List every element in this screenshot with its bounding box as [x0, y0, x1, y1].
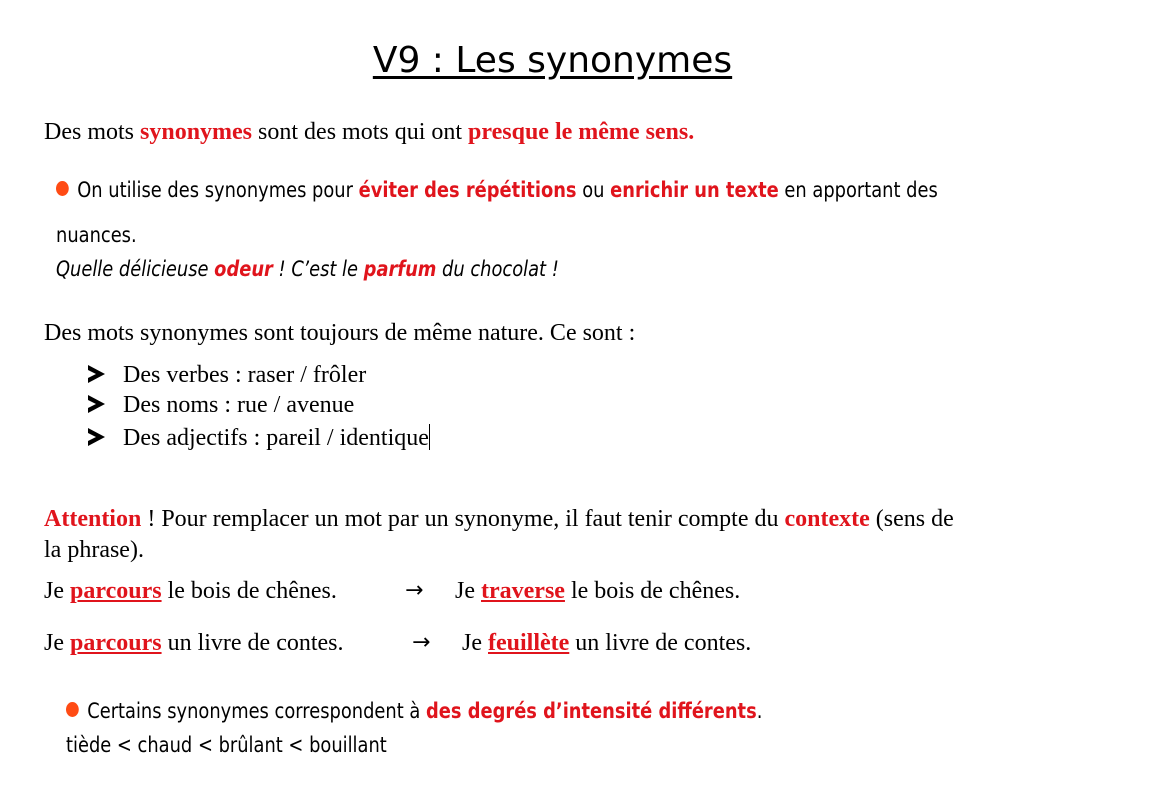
list-item [88, 424, 430, 452]
example-before: Je [44, 578, 70, 604]
intensity-suffix: . [756, 699, 763, 723]
example-part2: ! C’est le [272, 257, 364, 281]
example-before: Je [455, 578, 481, 604]
arrow-right-icon: → [405, 578, 424, 603]
bullet-icon [56, 181, 69, 196]
list-item [88, 362, 366, 389]
definition-emphasis: presque le même sens. [468, 119, 695, 145]
example-word: traverse [481, 578, 565, 604]
arrow-right-icon: → [412, 630, 431, 655]
example-part1: Quelle délicieuse [56, 257, 215, 281]
example-before: Je [462, 630, 488, 656]
usage-line [56, 178, 938, 202]
example-word1: odeur [214, 257, 273, 281]
attention-line [44, 506, 954, 533]
example-after: un livre de contes. [161, 630, 344, 656]
usage-middle: ou [576, 178, 611, 202]
example-word: feuillète [488, 630, 570, 656]
example-before: Je [44, 630, 70, 656]
attention-key: contexte [784, 506, 870, 532]
example-sentence [44, 630, 344, 657]
arrow-bullet-icon [88, 365, 105, 383]
list-item-text: Des adjectifs : pareil / identique [123, 425, 429, 451]
usage-prefix: On utilise des synonymes pour [77, 178, 359, 202]
definition-prefix: Des mots [44, 119, 140, 145]
page-title: V9 : Les synonymes [372, 40, 733, 81]
arrow-bullet-icon [88, 428, 105, 446]
bullet-icon [66, 702, 79, 717]
definition-line [44, 119, 694, 146]
example-after: le bois de chênes. [161, 578, 337, 604]
attention-text2: (sens de [869, 506, 954, 532]
attention-line2: la phrase). [44, 537, 144, 563]
usage-key1: éviter des répétitions [358, 178, 577, 202]
definition-key: synonymes [140, 119, 253, 145]
attention-label: Attention [44, 506, 142, 532]
example-sentence [44, 578, 337, 605]
usage-suffix: en apportant des [778, 178, 938, 202]
intensity-prefix: Certains synonymes correspondent à [87, 699, 427, 723]
example-after: le bois de chênes. [564, 578, 741, 604]
nature-intro: Des mots synonymes sont toujours de même nature. Ce sont : [44, 320, 636, 346]
list-item-text: Des noms : rue / avenue [123, 392, 355, 418]
attention-text1: ! Pour remplacer un mot par un synonyme, il faut tenir compte du [141, 506, 785, 532]
example-word: parcours [70, 630, 162, 656]
usage-key2: enrichir un texte [610, 178, 779, 202]
text-cursor [429, 424, 430, 450]
example-sentence-synonym [462, 630, 751, 657]
example-word: parcours [70, 578, 162, 604]
example-part3: du chocolat ! [436, 257, 559, 281]
list-item-text: Des verbes : raser / frôler [123, 362, 367, 388]
definition-middle: sont des mots qui ont [252, 119, 469, 145]
example-word2: parfum [363, 257, 437, 281]
example-after: un livre de contes. [569, 630, 752, 656]
intensity-key: des degrés d’intensité différents [426, 699, 757, 723]
usage-continuation: nuances. [56, 223, 137, 247]
list-item [88, 392, 354, 419]
intensity-line [66, 699, 762, 723]
arrow-bullet-icon [88, 395, 105, 413]
intensity-scale: tiède < chaud < brûlant < bouillant [66, 733, 387, 757]
example-sentence-synonym [455, 578, 740, 605]
usage-example [56, 257, 559, 281]
